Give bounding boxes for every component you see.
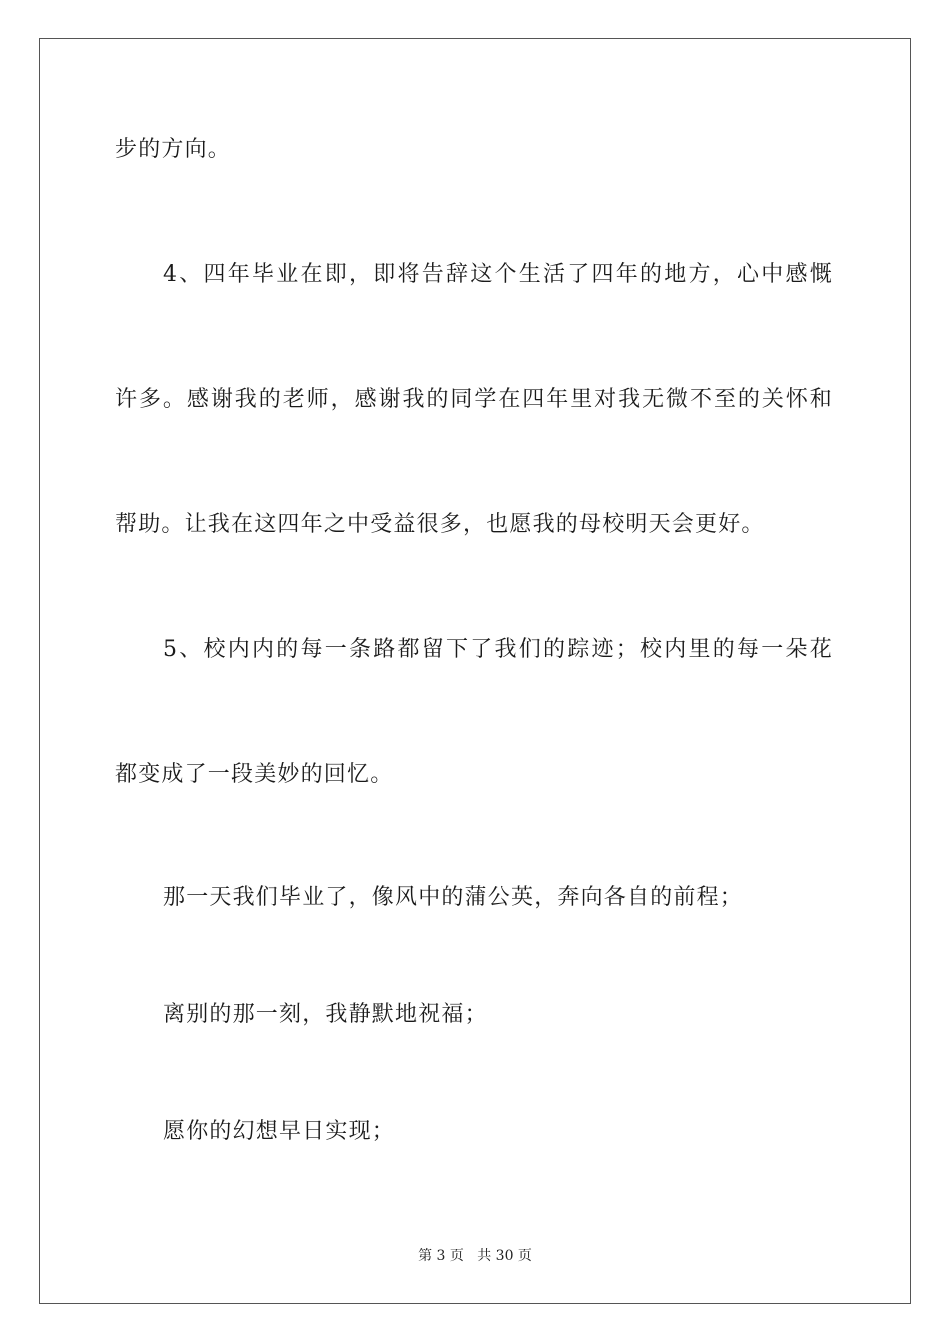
- page-border: [39, 38, 911, 1304]
- text-line-7: 那一天我们毕业了，像风中的蒲公英，奔向各自的前程；: [163, 885, 744, 910]
- text-line-8: 离别的那一刻，我静默地祝福；: [163, 1002, 488, 1027]
- text-line-5: 5、校内内的每一条路都留下了我们的踪迹；校内里的每一朵花: [163, 637, 833, 662]
- text-line-4: 帮助。让我在这四年之中受益很多，也愿我的母校明天会更好。: [115, 512, 765, 537]
- text-line-1: 步的方向。: [115, 137, 232, 162]
- text-line-2: 4、四年毕业在即，即将告辞这个生活了四年的地方，心中感慨: [163, 262, 833, 287]
- text-line-6: 都变成了一段美妙的回忆。: [115, 762, 394, 787]
- page-number-footer: 第 3 页 共 30 页: [418, 1248, 532, 1264]
- text-line-9: 愿你的幻想早日实现；: [163, 1119, 396, 1144]
- text-line-3: 许多。感谢我的老师，感谢我的同学在四年里对我无微不至的关怀和: [115, 387, 833, 412]
